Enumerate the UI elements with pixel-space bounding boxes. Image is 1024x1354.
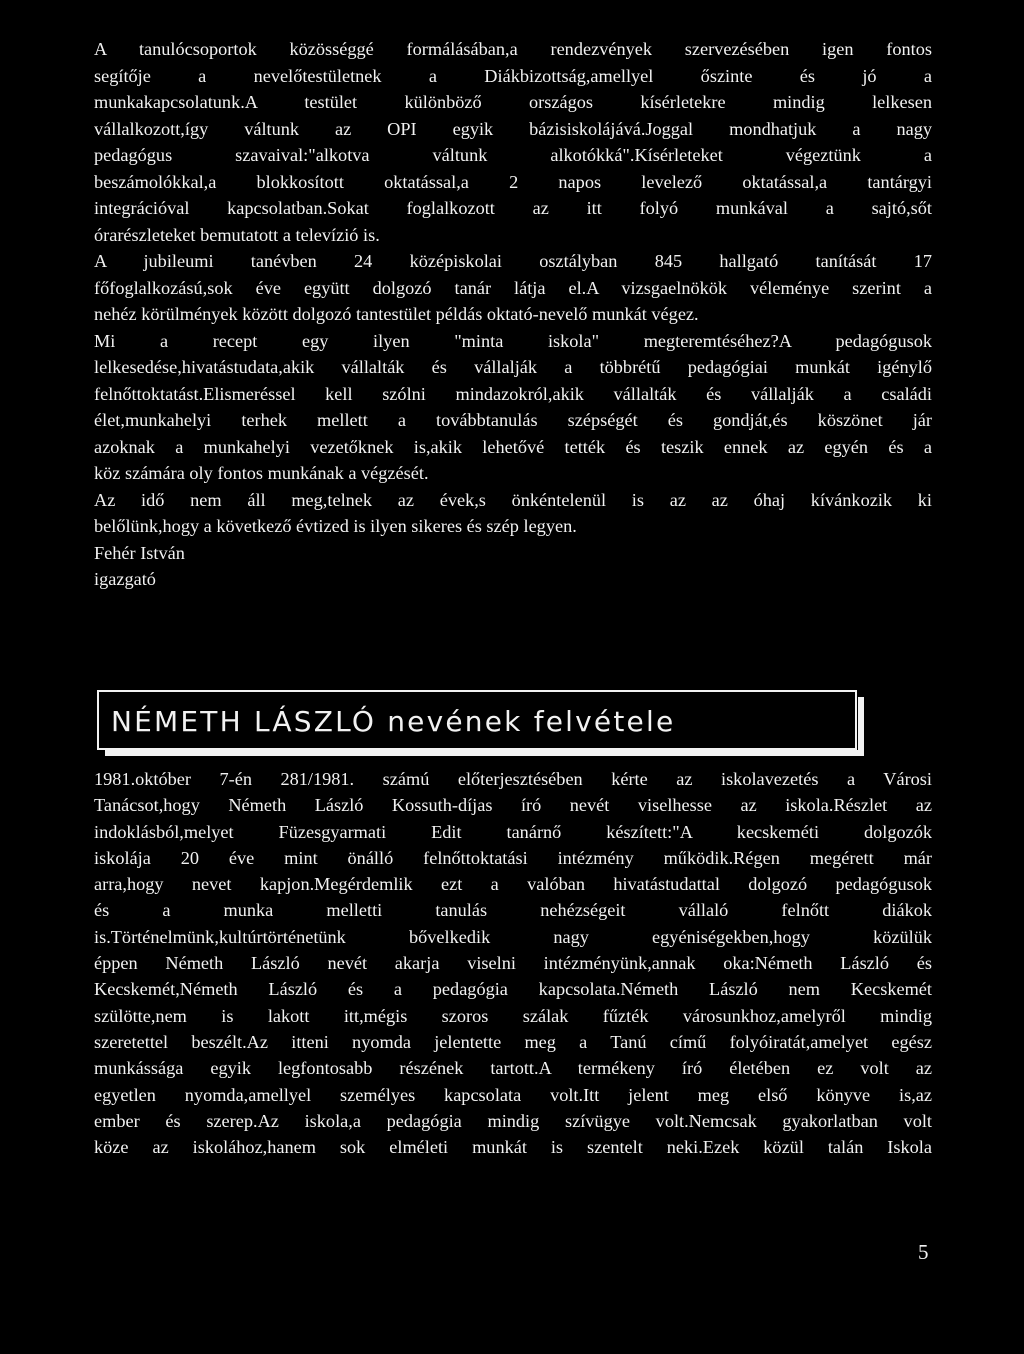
text-line: munkakapcsolatunk.A testület különböző országos kísérletekre mindig lelkesen [94,92,932,112]
text-line: órarészleteket bemutatott a televízió is. [94,224,380,245]
text-line: egyetlen nyomda,amellyel személyes kapcsolata volt.Itt jelent meg első könyve is,az [94,1084,932,1105]
page-number: 5 [918,1240,929,1264]
text-line: belőlünk,hogy a következő évtized is ilyen sikeres és szép legyen. [94,516,577,536]
text-line: arra,hogy nevet kapjon.Megérdemlik ezt a valóban hivatástudattal dolgozó pedagógusok [94,874,932,895]
text-line: Kecskemét,Németh László és a pedagógia kapcsolata.Németh László nem Kecskemét [94,979,932,1000]
text-line: lelkesedése,hivatástudata,akik vállalták és vállalják a többrétű pedagógiai munkát igénylő [94,357,932,377]
text-line: köz számára oly fontos munkának a végzését. [94,463,429,483]
text-line: beszámolókkal,a blokkosított oktatással,a 2 napos levelező oktatással,a tantárgyi [94,171,932,192]
text-line: munkássága egyik legfontosabb részének tartott.A termékeny író életében ez volt az [94,1058,932,1079]
text-line: pedagógus szavaival:"alkotva váltunk alkotókká".Kísérleteket végeztünk a [94,145,932,165]
section-one [94,36,932,593]
section-heading: NÉMETH LÁSZLÓ nevének felvétele [111,705,676,738]
text-line: éppen Németh László nevét akarja viselni intézményünk,annak oka:Németh László és [94,953,932,974]
text-line: felnőttoktatást.Elismeréssel kell szólni mindazokról,akik vállalták és vállalják a családi [94,383,932,404]
text-line: Tanácsot,hogy Németh László Kossuth-díjas író nevét viselhesse az iskola.Részlet az [94,795,932,816]
text-line: vállalkozott,így váltunk az OPI egyik bázisiskolájává.Joggal mondhatjuk a nagy [94,118,932,139]
text-line: ember és szerep.Az iskola,a pedagógia mindig szívügye volt.Nemcsak gyakorlatban volt [94,1110,932,1131]
text-line: azoknak a munkahelyi vezetőknek is,akik lehetővé tették és teszik ennek az egyén és a [94,436,932,457]
text-line: segítője a nevelőtestületnek a Diákbizottság,amellyel őszinte és jó a [94,65,932,86]
text-line: integrációval kapcsolatban.Sokat foglalkozott az itt folyó munkával a sajtó,sőt [94,198,932,218]
signature-name: Fehér István [94,542,185,563]
text-line: 1981.október 7-én 281/1981. számú előterjesztésében kérte az iskolavezetés a Városi [94,769,932,789]
section-heading-box [97,690,857,750]
text-line: szeretettel beszélt.Az itteni nyomda jelentette meg a Tanú című folyóiratát,amelyet egész [94,1031,932,1052]
text-line: is.Történelmünk,kultúrtörténetünk bővelkedik nagy egyéniségekben,hogy közülük [94,926,932,947]
text-line: köze az iskolához,hanem sok elméleti munkát is szentelt neki.Ezek közül talán Iskola [94,1137,932,1158]
text-line: nehéz körülmények között dolgozó tantestület példás oktató-nevelő munkát végez. [94,304,699,324]
text-line: főfoglalkozású,sok éve együtt dolgozó tanár látja el.A vizsgaelnökök véleménye szerint a [94,277,932,298]
text-line: Az idő nem áll meg,telnek az évek,s önkéntelenül is az az óhaj kívánkozik ki [94,489,932,510]
text-line: élet,munkahelyi terhek mellett a továbbtanulás szépségét és gondját,és köszönet jár [94,410,932,430]
text-line: A jubileumi tanévben 24 középiskolai osztályban 845 hallgató tanítását 17 [94,251,932,271]
text-line: Mi a recept egy ilyen "minta iskola" megteremtéséhez?A pedagógusok [94,330,932,351]
section-two [94,766,932,1160]
signature-title: igazgató [94,569,156,589]
text-line: A tanulócsoportok közösséggé formálásában,a rendezvények szervezésében igen fontos [94,39,932,59]
text-line: iskolája 20 éve mint önálló felnőttoktatási intézmény működik.Régen megérett már [94,847,932,868]
text-line: szülötte,nem is lakott itt,mégis szoros szálak fűzték városunkhoz,amelyről mindig [94,1005,932,1026]
text-line: és a munka melletti tanulás nehézségeit vállaló felnőtt diákok [94,900,932,921]
text-line: indoklásból,melyet Füzesgyarmati Edit tanárnő készített:"A kecskeméti dolgozók [94,821,932,842]
